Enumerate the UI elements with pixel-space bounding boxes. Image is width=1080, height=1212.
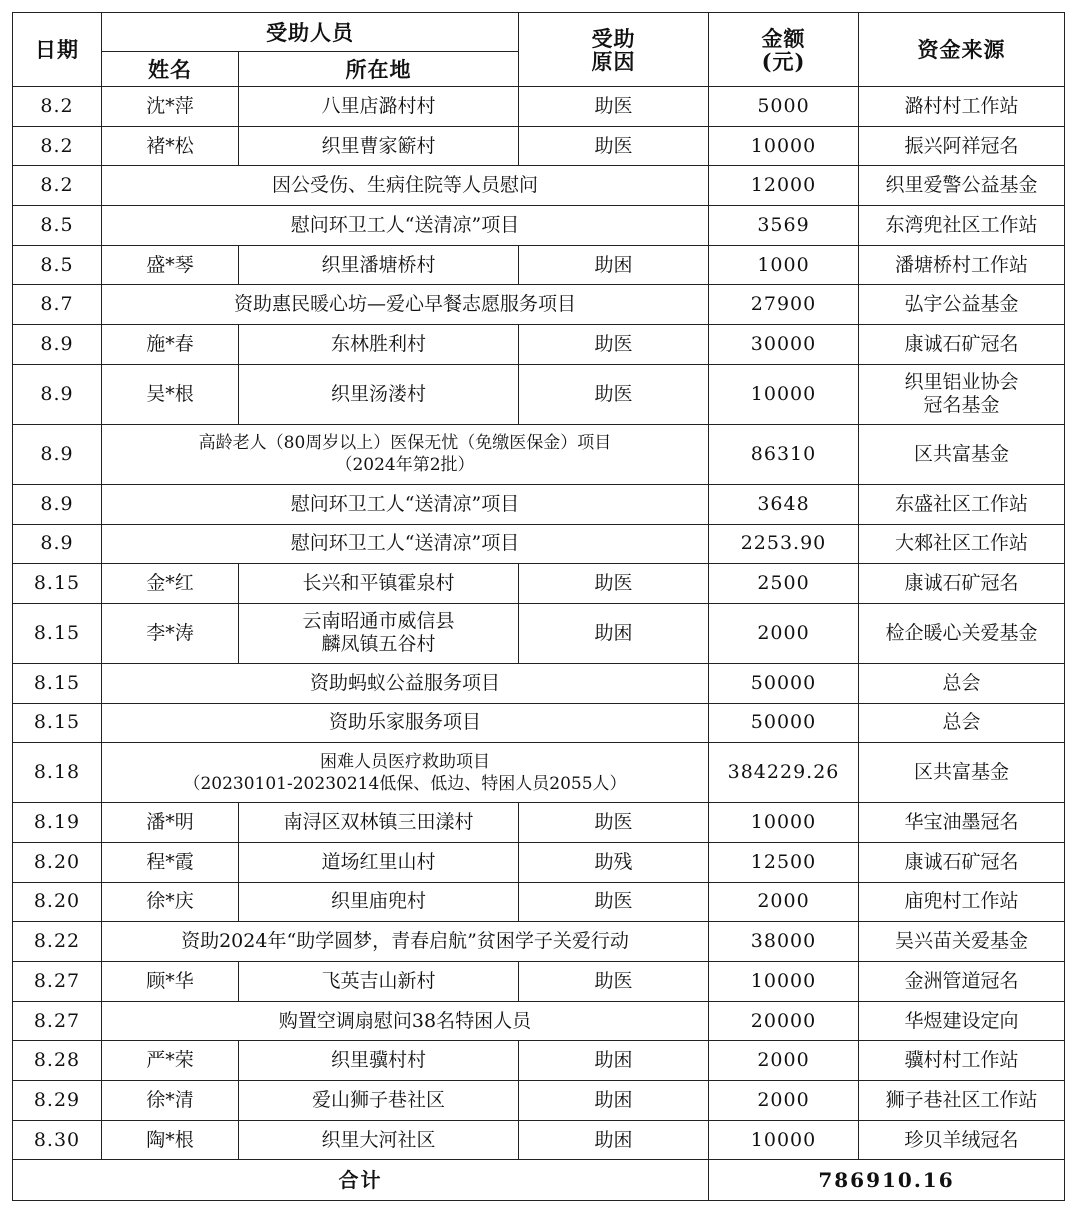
source-cell: 狮子巷社区工作站 [859, 1081, 1065, 1121]
table-row [13, 603, 1065, 663]
project-cell-line2: （2024年第2批） [335, 455, 475, 476]
amount-cell: 86310 [709, 424, 859, 484]
source-cell: 庙兜村工作站 [859, 882, 1065, 922]
date-cell: 8.18 [13, 743, 102, 803]
date-cell: 8.9 [13, 424, 102, 484]
name-cell: 李*涛 [102, 603, 239, 663]
table-row [13, 166, 1065, 206]
total-row [13, 1160, 1065, 1201]
project-cell-line2: （20230101-20230214低保、低边、特困人员2055人） [183, 773, 627, 794]
date-cell: 8.27 [13, 1001, 102, 1041]
amount-cell: 12500 [709, 842, 859, 882]
name-cell: 严*荣 [102, 1041, 239, 1081]
source-cell: 东湾兜社区工作站 [859, 206, 1065, 246]
source-cell: 大郲社区工作站 [859, 524, 1065, 564]
reason-cell: 助困 [519, 1081, 709, 1121]
location-cell: 织里庙兜村 [239, 882, 519, 922]
source-cell: 珍贝羊绒冠名 [859, 1120, 1065, 1160]
location-cell: 织里曹家簖村 [239, 126, 519, 166]
source-cell: 弘宇公益基金 [859, 285, 1065, 325]
name-cell: 徐*庆 [102, 882, 239, 922]
source-cell [859, 364, 1065, 424]
table-row [13, 663, 1065, 703]
name-cell: 程*霞 [102, 842, 239, 882]
source-cell: 康诚石矿冠名 [859, 564, 1065, 604]
table-row [13, 922, 1065, 962]
name-cell: 潘*明 [102, 803, 239, 843]
name-cell: 徐*清 [102, 1081, 239, 1121]
source-cell: 总会 [859, 663, 1065, 703]
date-cell: 8.22 [13, 922, 102, 962]
table-row [13, 1120, 1065, 1160]
header-reason-line2: 原因 [591, 48, 636, 74]
table-row [13, 245, 1065, 285]
donation-table [12, 12, 1065, 1201]
table-row [13, 87, 1065, 127]
amount-cell: 5000 [709, 87, 859, 127]
location-cell: 八里店潞村村 [239, 87, 519, 127]
table-row [13, 484, 1065, 524]
header-row [13, 13, 1065, 52]
amount-cell: 1000 [709, 245, 859, 285]
source-cell: 金洲管道冠名 [859, 962, 1065, 1002]
project-cell: 资助乐家服务项目 [102, 703, 709, 743]
amount-cell: 10000 [709, 803, 859, 843]
date-cell: 8.9 [13, 484, 102, 524]
location-cell: 织里潘塘桥村 [239, 245, 519, 285]
reason-cell: 助困 [519, 1041, 709, 1081]
table-row [13, 206, 1065, 246]
date-cell: 8.28 [13, 1041, 102, 1081]
amount-cell: 2000 [709, 1041, 859, 1081]
source-cell: 华煜建设定向 [859, 1001, 1065, 1041]
source-cell: 康诚石矿冠名 [859, 325, 1065, 365]
table-row [13, 325, 1065, 365]
location-cell: 织里骥村村 [239, 1041, 519, 1081]
source-cell-line2: 冠名基金 [923, 394, 1000, 417]
source-cell: 检企暖心关爱基金 [859, 603, 1065, 663]
project-cell: 购置空调扇慰问38名特困人员 [102, 1001, 709, 1041]
project-cell: 资助惠民暖心坊—爱心早餐志愿服务项目 [102, 285, 709, 325]
date-cell: 8.29 [13, 1081, 102, 1121]
table-row [13, 564, 1065, 604]
location-cell: 长兴和平镇霍泉村 [239, 564, 519, 604]
total-label: 合计 [13, 1160, 709, 1201]
amount-cell: 2000 [709, 1081, 859, 1121]
reason-cell: 助医 [519, 126, 709, 166]
date-cell: 8.7 [13, 285, 102, 325]
source-cell: 潘塘桥村工作站 [859, 245, 1065, 285]
reason-cell: 助医 [519, 564, 709, 604]
date-cell: 8.2 [13, 126, 102, 166]
name-cell: 吴*根 [102, 364, 239, 424]
amount-cell: 38000 [709, 922, 859, 962]
table-row [13, 703, 1065, 743]
date-cell: 8.5 [13, 206, 102, 246]
project-cell: 因公受伤、生病住院等人员慰问 [102, 166, 709, 206]
table-row [13, 842, 1065, 882]
date-cell: 8.5 [13, 245, 102, 285]
table-row [13, 424, 1065, 484]
project-cell [102, 424, 709, 484]
table-body [13, 13, 1065, 1201]
reason-cell: 助医 [519, 882, 709, 922]
amount-cell: 3569 [709, 206, 859, 246]
project-cell: 资助2024年“助学圆梦，青春启航”贫困学子关爱行动 [102, 922, 709, 962]
amount-cell: 10000 [709, 962, 859, 1002]
amount-cell: 2000 [709, 603, 859, 663]
name-cell: 陶*根 [102, 1120, 239, 1160]
project-cell: 慰问环卫工人“送清凉”项目 [102, 524, 709, 564]
amount-cell: 384229.26 [709, 743, 859, 803]
source-cell-line1: 织里铝业协会 [904, 371, 1019, 394]
reason-cell: 助困 [519, 603, 709, 663]
reason-cell: 助困 [519, 245, 709, 285]
amount-cell: 2000 [709, 882, 859, 922]
header-reason [519, 13, 709, 87]
table-row [13, 126, 1065, 166]
amount-cell: 50000 [709, 663, 859, 703]
source-cell: 骥村村工作站 [859, 1041, 1065, 1081]
project-cell-line1: 困难人员医疗救助项目 [320, 751, 490, 772]
table-row [13, 1041, 1065, 1081]
table-row [13, 364, 1065, 424]
header-reason-line1: 受助 [591, 25, 636, 51]
date-cell: 8.15 [13, 703, 102, 743]
source-cell: 吴兴苗关爱基金 [859, 922, 1065, 962]
table-row [13, 962, 1065, 1002]
reason-cell: 助医 [519, 803, 709, 843]
location-cell: 织里大河社区 [239, 1120, 519, 1160]
name-cell: 金*红 [102, 564, 239, 604]
header-amount-line1: 金额 [761, 25, 806, 51]
reason-cell: 助医 [519, 325, 709, 365]
table-row [13, 1081, 1065, 1121]
name-cell: 褚*松 [102, 126, 239, 166]
amount-cell: 12000 [709, 166, 859, 206]
table-row [13, 882, 1065, 922]
date-cell: 8.9 [13, 325, 102, 365]
location-cell: 道场红里山村 [239, 842, 519, 882]
total-value: 786910.16 [709, 1160, 1065, 1201]
reason-cell: 助残 [519, 842, 709, 882]
source-cell: 振兴阿祥冠名 [859, 126, 1065, 166]
location-cell: 爱山狮子巷社区 [239, 1081, 519, 1121]
table-row [13, 285, 1065, 325]
name-cell: 顾*华 [102, 962, 239, 1002]
location-cell: 飞英吉山新村 [239, 962, 519, 1002]
source-cell: 潞村村工作站 [859, 87, 1065, 127]
project-cell [102, 743, 709, 803]
table-row [13, 524, 1065, 564]
amount-cell: 10000 [709, 1120, 859, 1160]
amount-cell: 50000 [709, 703, 859, 743]
location-cell-line2: 麟凤镇五谷村 [321, 633, 436, 656]
date-cell: 8.9 [13, 524, 102, 564]
date-cell: 8.19 [13, 803, 102, 843]
source-cell: 总会 [859, 703, 1065, 743]
amount-cell: 10000 [709, 126, 859, 166]
source-cell: 织里爱警公益基金 [859, 166, 1065, 206]
amount-cell: 3648 [709, 484, 859, 524]
project-cell: 慰问环卫工人“送清凉”项目 [102, 206, 709, 246]
source-cell: 康诚石矿冠名 [859, 842, 1065, 882]
name-cell: 施*春 [102, 325, 239, 365]
date-cell: 8.15 [13, 663, 102, 703]
date-cell: 8.20 [13, 842, 102, 882]
amount-cell: 20000 [709, 1001, 859, 1041]
amount-cell: 30000 [709, 325, 859, 365]
name-cell: 盛*琴 [102, 245, 239, 285]
source-cell: 华宝油墨冠名 [859, 803, 1065, 843]
date-cell: 8.27 [13, 962, 102, 1002]
table-row [13, 1001, 1065, 1041]
location-cell: 东林胜利村 [239, 325, 519, 365]
amount-cell: 2253.90 [709, 524, 859, 564]
project-cell-line1: 高龄老人（80周岁以上）医保无忧（免缴医保金）项目 [198, 433, 612, 454]
header-recipient-group: 受助人员 [102, 13, 519, 52]
source-cell: 东盛社区工作站 [859, 484, 1065, 524]
amount-cell: 10000 [709, 364, 859, 424]
date-cell: 8.15 [13, 564, 102, 604]
location-cell: 织里汤溇村 [239, 364, 519, 424]
date-cell: 8.20 [13, 882, 102, 922]
source-cell: 区共富基金 [859, 743, 1065, 803]
reason-cell: 助医 [519, 364, 709, 424]
location-cell [239, 603, 519, 663]
name-cell: 沈*萍 [102, 87, 239, 127]
location-cell: 南浔区双林镇三田漾村 [239, 803, 519, 843]
source-cell: 区共富基金 [859, 424, 1065, 484]
reason-cell: 助医 [519, 87, 709, 127]
reason-cell: 助困 [519, 1120, 709, 1160]
header-name: 姓名 [102, 52, 239, 87]
header-source: 资金来源 [859, 13, 1065, 87]
date-cell: 8.9 [13, 364, 102, 424]
amount-cell: 2500 [709, 564, 859, 604]
amount-cell: 27900 [709, 285, 859, 325]
project-cell: 慰问环卫工人“送清凉”项目 [102, 484, 709, 524]
date-cell: 8.30 [13, 1120, 102, 1160]
header-date: 日期 [13, 13, 102, 87]
header-amount [709, 13, 859, 87]
table-row [13, 803, 1065, 843]
header-location: 所在地 [239, 52, 519, 87]
table-row [13, 743, 1065, 803]
date-cell: 8.2 [13, 166, 102, 206]
location-cell-line1: 云南昭通市威信县 [302, 610, 455, 633]
date-cell: 8.2 [13, 87, 102, 127]
date-cell: 8.15 [13, 603, 102, 663]
header-amount-line2: (元) [761, 48, 806, 74]
project-cell: 资助蚂蚁公益服务项目 [102, 663, 709, 703]
reason-cell: 助医 [519, 962, 709, 1002]
